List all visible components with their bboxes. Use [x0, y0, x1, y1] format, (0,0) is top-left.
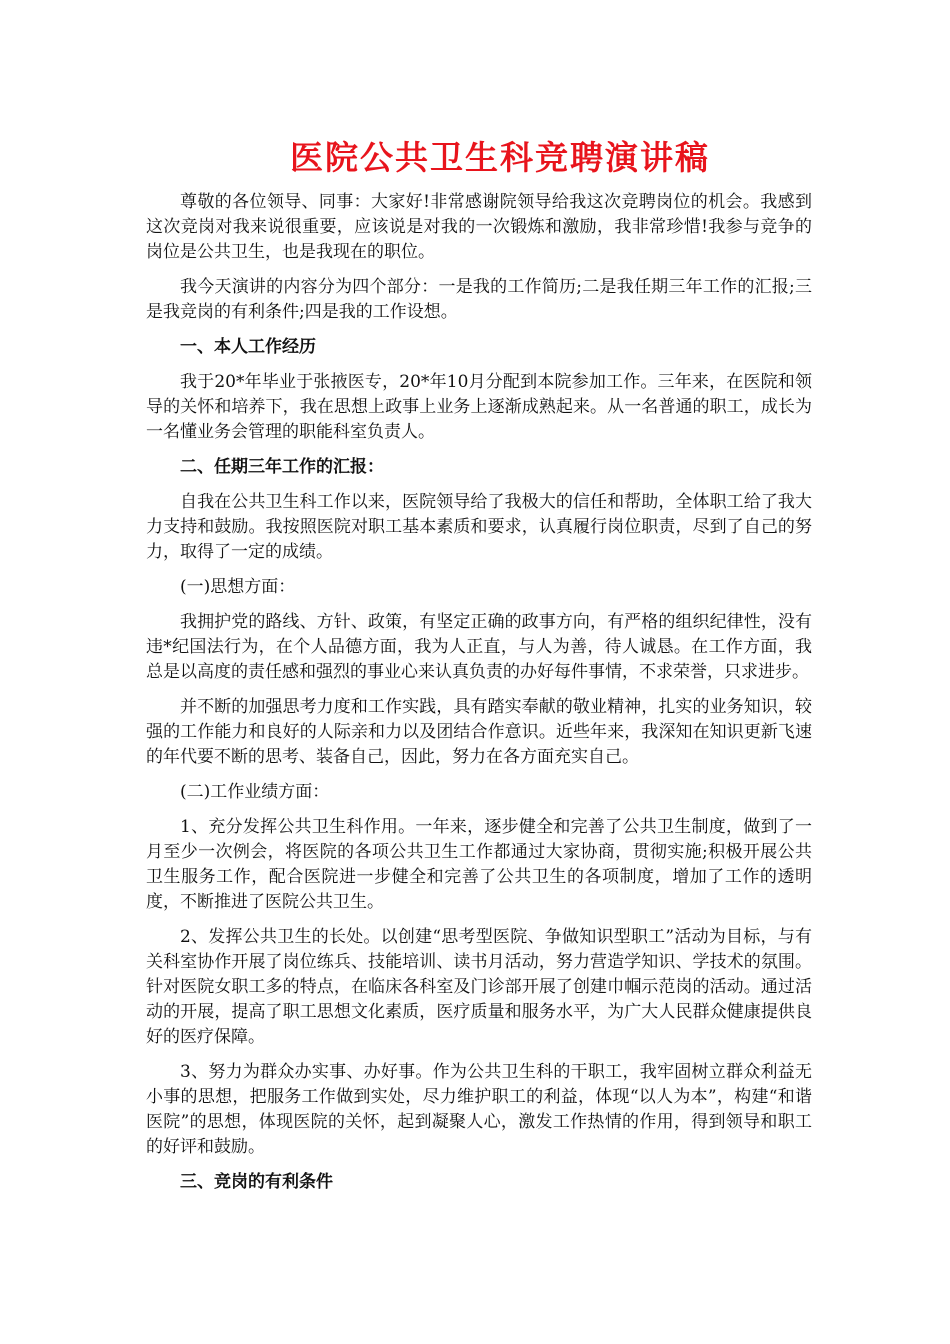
- paragraph-work-report-intro: 自我在公共卫生科工作以来，医院领导给了我极大的信任和帮助，全体职工给了我大力支持和鼓励。我按照医院对职工基本素质和要求，认真履行岗位职责，尽到了自己的努力，取得了一定的成绩。: [146, 492, 812, 562]
- paragraph-achievement-2: 2、发挥公共卫生的长处。以创建“思考型医院、争做知识型职工”活动为目标，与有关科室协作开展了岗位练兵、技能培训、读书月活动，努力营造学知识、学技术的氛围。针对医院女职工多的特点，在临床各科室及门诊部开展了创建巾帼示范岗的活动。通过活动的开展，提高了职工思想文化素质，医疗质量和服务水平，为广大人民群众健康提供良好的医疗保障。: [146, 927, 812, 1047]
- subheading-ideology: (一)思想方面：: [180, 577, 296, 597]
- section-heading-work-report: 二、任期三年工作的汇报：: [180, 457, 384, 477]
- section-heading-work-history: 一、本人工作经历: [180, 337, 316, 357]
- document-title: 医院公共卫生科竞聘演讲稿: [290, 138, 710, 177]
- document-body: [146, 190, 812, 1205]
- paragraph-achievement-1: 1、充分发挥公共卫生科作用。一年来，逐步健全和完善了公共卫生制度，做到了一月至少一次例会，将医院的各项公共卫生工作都通过大家协商，贯彻实施;积极开展公共卫生服务工作，配合医院进一步健全和完善了公共卫生的各项制度，增加了工作的透明度，不断推进了医院公共卫生。: [146, 817, 812, 912]
- paragraph-outline: 我今天演讲的内容分为四个部分：一是我的工作简历;二是我任期三年工作的汇报;三是我竞岗的有利条件;四是我的工作设想。: [146, 277, 812, 322]
- subheading-achievements: (二)工作业绩方面：: [180, 782, 330, 802]
- section-heading-advantages: 三、竞岗的有利条件: [180, 1172, 333, 1192]
- paragraph-work-history: 我于20*年毕业于张掖医专，20*年10月分配到本院参加工作。三年来，在医院和领导的关怀和培养下，我在思想上政事上业务上逐渐成熟起来。从一名普通的职工，成长为一名懂业务会管理的职能科室负责人。: [146, 372, 812, 442]
- paragraph-ideology: 我拥护党的路线、方针、政策，有坚定正确的政事方向，有严格的组织纪律性，没有违*纪国法行为，在个人品德方面，我为人正直，与人为善，待人诚恳。在工作方面，我总是以高度的责任感和强烈的事业心来认真负责的办好每件事情，不求荣誉，只求进步。: [146, 612, 812, 682]
- paragraph-self-improvement: 并不断的加强思考力度和工作实践，具有踏实奉献的敬业精神，扎实的业务知识，较强的工作能力和良好的人际亲和力以及团结合作意识。近些年来，我深知在知识更新飞速的年代要不断的思考、装备自己，因此，努力在各方面充实自己。: [146, 697, 812, 767]
- paragraph-achievement-3: 3、努力为群众办实事、办好事。作为公共卫生科的干职工，我牢固树立群众利益无小事的思想，把服务工作做到实处，尽力维护职工的利益，体现“以人为本”，构建“和谐医院”的思想，体现医院的关怀，起到凝聚人心，激发工作热情的作用，得到领导和职工的好评和鼓励。: [146, 1062, 812, 1157]
- paragraph-greeting: 尊敬的各位领导、同事：大家好!非常感谢院领导给我这次竞聘岗位的机会。我感到这次竞岗对我来说很重要，应该说是对我的一次锻炼和激励，我非常珍惜!我参与竞争的岗位是公共卫生，也是我现在的职位。: [146, 192, 812, 262]
